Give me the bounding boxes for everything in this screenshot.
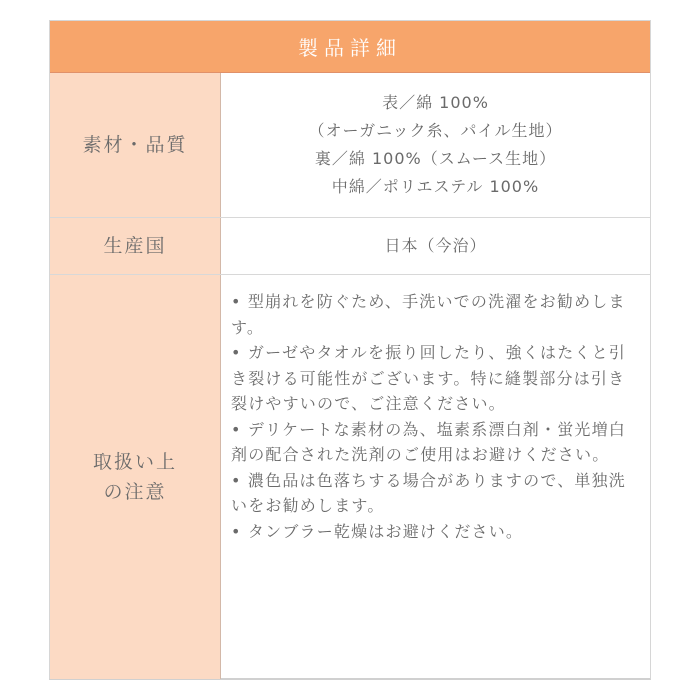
care-note: • 濃色品は色落ちする場合がありますので、単独洗いをお勧めします。 bbox=[231, 470, 627, 515]
care-note: • 型崩れを防ぐため、手洗いでの洗濯をお勧めします。 bbox=[231, 292, 626, 337]
table-title: 製品詳細 bbox=[50, 21, 650, 73]
row-label bbox=[50, 275, 221, 679]
value-line: 表／綿 100% bbox=[382, 93, 489, 112]
value-line: 裏／綿 100%（スムース生地） bbox=[314, 149, 557, 168]
care-note: • デリケートな素材の為、塩素系漂白剤・蛍光増白剤の配合された洗剤のご使用はお避けください。 bbox=[231, 419, 627, 464]
value-line: （オーガニック糸、パイル生地） bbox=[308, 121, 563, 140]
label-line: 取扱い上 bbox=[92, 451, 177, 473]
row-label: 素材・品質 bbox=[50, 73, 221, 217]
row-value bbox=[221, 73, 650, 217]
value-line: 中綿／ポリエステル 100% bbox=[331, 177, 540, 196]
row-value bbox=[221, 218, 650, 274]
row-care-instructions bbox=[50, 275, 650, 679]
row-material-quality bbox=[50, 73, 650, 218]
care-note: • タンブラー乾燥はお避けください。 bbox=[231, 521, 524, 541]
label-line: の注意 bbox=[103, 481, 167, 503]
row-label: 生産国 bbox=[50, 218, 221, 274]
row-country-of-origin bbox=[50, 218, 650, 275]
care-notes-list bbox=[221, 275, 650, 679]
care-note: • ガーゼやタオルを振り回したり、強くはたくと引き裂ける可能性がございます。特に縫製部分は引き裂けやすいので、ご注意ください。 bbox=[231, 343, 627, 413]
value-line: 日本（今治） bbox=[384, 236, 487, 255]
product-details-table bbox=[49, 20, 651, 680]
